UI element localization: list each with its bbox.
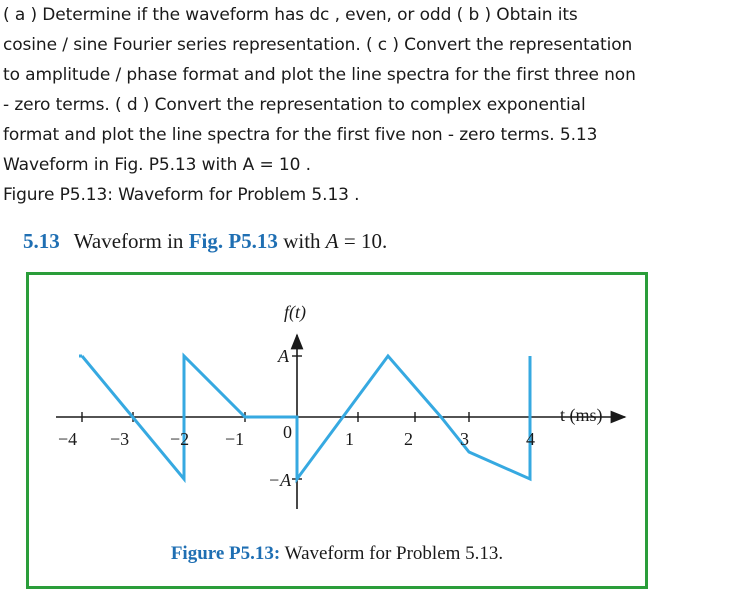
amplitude-neg-label: −A	[268, 470, 292, 490]
problem-line: ( a ) Determine if the waveform has dc , even, or odd ( b ) Obtain its	[3, 5, 578, 25]
heading-value: = 10.	[338, 229, 388, 253]
problem-statement	[3, 0, 728, 210]
x-tick-label-4: 4	[526, 429, 535, 449]
x-tick-label-neg1: −1	[225, 429, 245, 449]
x-tick-label-neg4: −4	[58, 429, 78, 449]
x-tick-label-1: 1	[345, 429, 354, 449]
problem-line: - zero terms. ( d ) Convert the representation to complex exponential	[3, 95, 586, 115]
problem-number: 5.13	[23, 229, 60, 253]
x-tick-label-3: 3	[460, 429, 469, 449]
problem-line: Figure P5.13: Waveform for Problem 5.13 .	[3, 185, 360, 205]
figure-caption-label: Figure P5.13:	[170, 543, 281, 564]
amplitude-pos-label: A	[278, 346, 289, 366]
x-axis-label: t (ms)	[560, 405, 603, 425]
x-tick-label-neg3: −3	[110, 429, 130, 449]
problem-line: Waveform in Fig. P5.13 with A = 10 .	[3, 155, 311, 175]
figure-caption-text: Waveform for Problem 5.13.	[280, 543, 504, 564]
figure-caption	[29, 543, 645, 565]
problem-line: to amplitude / phase format and plot the line spectra for the first three non	[3, 65, 636, 85]
book-problem-heading	[23, 229, 387, 254]
heading-with: with	[277, 229, 326, 253]
waveform-plot	[29, 275, 645, 586]
problem-line: format and plot the line spectra for the first five non - zero terms. 5.13	[3, 125, 598, 145]
heading-text: Waveform in	[73, 229, 189, 253]
problem-line: cosine / sine Fourier series representation. ( c ) Convert the representation	[3, 35, 633, 55]
y-axis-label: f(t)	[284, 302, 306, 322]
figure-reference-link[interactable]: Fig. P5.13	[188, 229, 278, 253]
origin-label: 0	[283, 422, 292, 442]
figure-frame	[26, 272, 648, 589]
x-tick-label-neg2: −2	[170, 429, 190, 449]
x-tick-label-2: 2	[404, 429, 413, 449]
amplitude-variable: A	[325, 229, 339, 253]
